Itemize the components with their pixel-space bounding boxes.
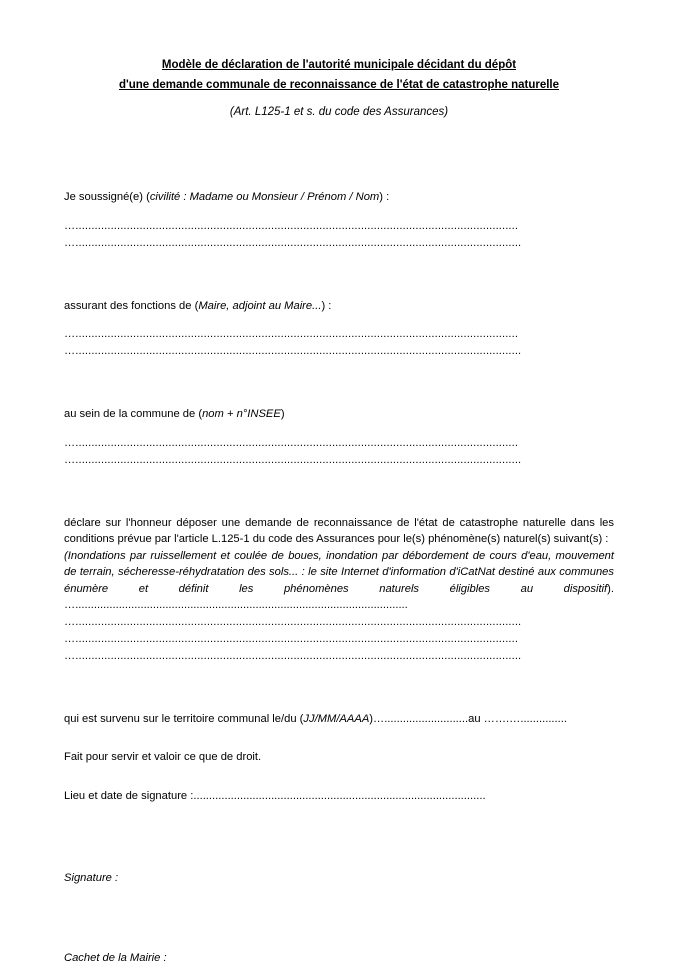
spacer <box>64 766 614 788</box>
document-subtitle: (Art. L125-1 et s. du code des Assurances) <box>229 106 449 118</box>
spacer <box>64 804 614 850</box>
declaration-examples <box>64 548 614 614</box>
declaration-block <box>64 515 614 665</box>
spacer <box>64 423 614 435</box>
examples-italic-text: Inondations par ruissellement et coulée de boues, inondation par débordement de cours d'eau, mouvement de terrain, sécheresse-réhydratation des sols... : le site Internet d'information d'iCatNat destiné aux communes énumère et définit les phénomènes naturels éligibles au dispositif <box>64 549 614 595</box>
examples-open-paren: ( <box>64 549 68 562</box>
declaration-paragraph: déclare sur l'honneur déposer une demande de reconnaissance de l'état de catastrophe naturelle dans les conditions prévue par l'article L.125-1 du code des Assurances pour le(s) phénomène(s) naturel(s) suivant(s) : <box>64 516 614 545</box>
spacer <box>64 850 614 872</box>
fill-line-commune-1[interactable]: ….......................................................................................................................................... <box>64 436 519 449</box>
field-group-signatory <box>64 189 614 252</box>
examples-close-dots[interactable]: ). …........................................................................................................... <box>64 582 614 611</box>
label-text-end: ) : <box>379 191 390 203</box>
field-label-signatory <box>64 189 614 206</box>
spacer <box>64 469 614 515</box>
fill-line-declaration-3[interactable]: …........................................................................................................................................... <box>64 649 522 662</box>
spacer <box>64 884 614 930</box>
title-line-1: Modèle de déclaration de l'autorité municipale décidant du dépôt <box>161 59 517 71</box>
field-group-function <box>64 298 614 361</box>
label-text-italic: civilité : Madame ou Monsieur / Prénom / Nom <box>149 191 380 203</box>
spacer <box>64 206 614 218</box>
spacer <box>64 167 614 189</box>
fill-line-signatory-1[interactable]: ….......................................................................................................................................... <box>64 219 519 232</box>
label-text-plain: assurant des fonctions de ( <box>64 299 199 312</box>
event-date-format: JJ/MM/AAAA <box>303 712 370 725</box>
field-label-function <box>64 298 614 315</box>
label-text-end: ) <box>280 408 285 420</box>
spacer <box>64 252 614 298</box>
field-group-commune <box>64 406 614 469</box>
stamp-label: Cachet de la Mairie : <box>64 952 167 964</box>
event-text-after[interactable]: )…...........................au …….…............... <box>369 712 567 725</box>
fill-line-declaration-2[interactable]: ….......................................................................................................................................... <box>64 632 519 645</box>
spacer <box>64 360 614 406</box>
fill-line-function-1[interactable]: ….......................................................................................................................................... <box>64 328 519 340</box>
label-text-italic: nom + n°INSEE <box>202 408 281 420</box>
place-date-line[interactable]: Lieu et date de signature :.............................................................................................. <box>64 789 486 802</box>
spacer <box>64 665 614 711</box>
fill-line-signatory-2[interactable]: …........................................................................................................................................... <box>64 236 522 249</box>
label-text-plain: Je soussigné(e) ( <box>64 191 150 203</box>
spacer <box>64 727 614 749</box>
closing-statement: Fait pour servir et valoir ce que de droit. <box>64 751 262 763</box>
label-text-end: ) : <box>321 299 332 312</box>
spacer <box>64 314 614 326</box>
label-text-plain: au sein de la commune de ( <box>64 408 203 420</box>
fill-line-commune-2[interactable]: …........................................................................................................................................... <box>64 453 522 466</box>
event-date-line <box>64 711 614 728</box>
title-line-2: d'une demande communale de reconnaissance de l'état de catastrophe naturelle <box>118 79 560 91</box>
event-text-before: qui est survenu sur le territoire communal le/du ( <box>64 712 304 725</box>
fill-line-declaration-1[interactable]: …........................................................................................................................................... <box>64 615 522 628</box>
fill-line-function-2[interactable]: …........................................................................................................................................... <box>64 345 522 357</box>
field-label-commune <box>64 406 614 423</box>
signature-label: Signature : <box>64 872 119 884</box>
spacer <box>64 930 614 952</box>
document-title <box>64 55 614 95</box>
label-text-italic: Maire, adjoint au Maire... <box>198 299 322 312</box>
spacer <box>64 121 614 167</box>
